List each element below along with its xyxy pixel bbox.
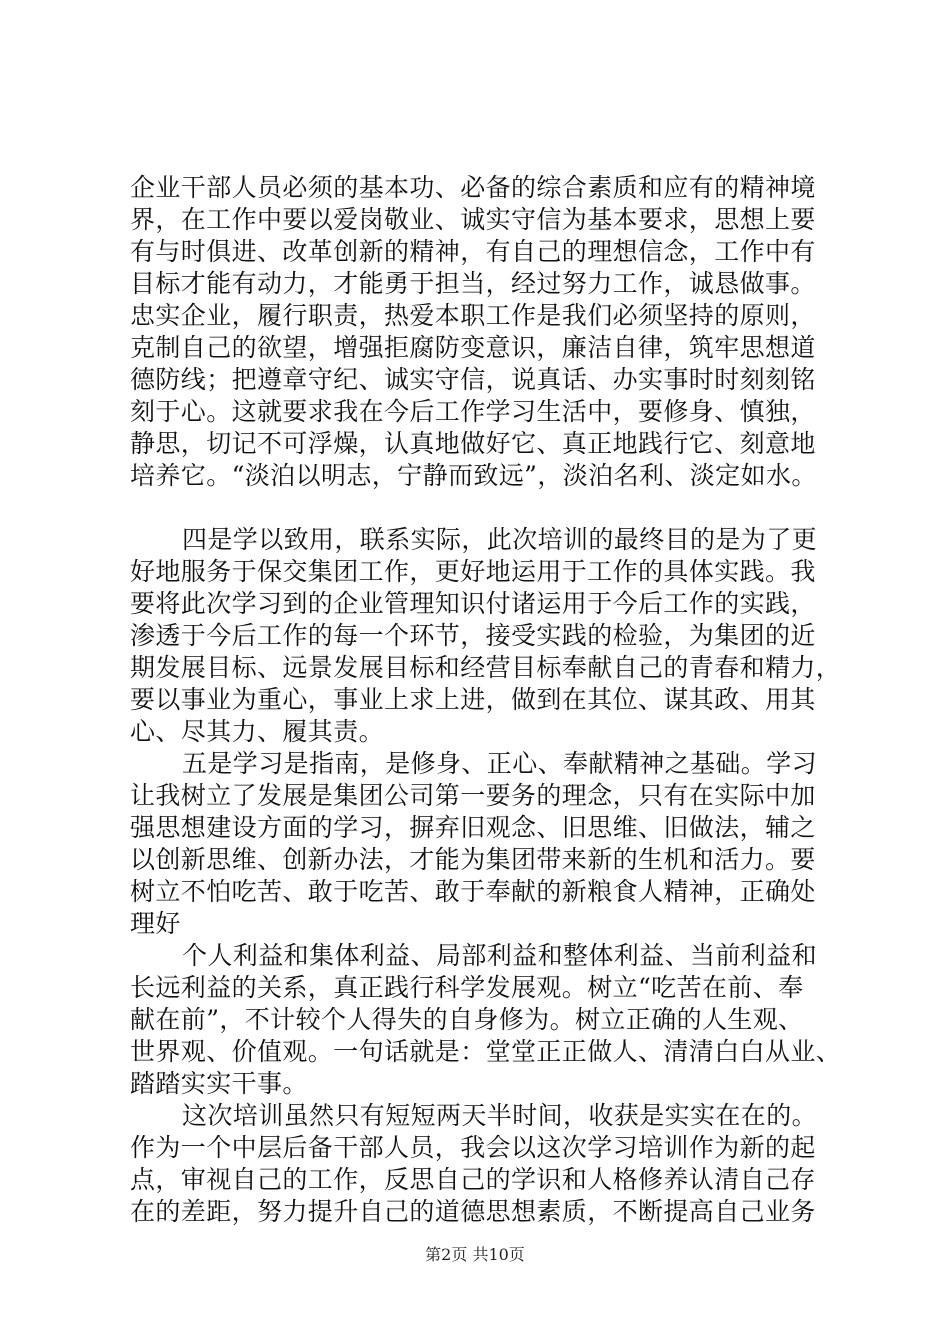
- paragraph-1: [130, 172, 848, 492]
- text-line: 理好: [130, 909, 181, 938]
- paragraph-4: [130, 940, 848, 1100]
- text-line: 界，在工作中要以爱岗敬业、诚实守信为基本要求，思想上要: [130, 205, 816, 234]
- text-line: 克制自己的欲望，增强拒腐防变意识，廉洁自律，筑牢思想道: [130, 333, 816, 362]
- text-line: 个人利益和集体利益、局部利益和整体利益、当前利益和: [182, 941, 818, 970]
- text-line: 在的差距，努力提升自己的道德思想素质，不断提高自己业务: [130, 1197, 816, 1226]
- text-line: 五是学习是指南，是修身、正心、奉献精神之基础。学习: [182, 749, 818, 778]
- paragraph-2: [130, 524, 848, 748]
- text-line: 德防线；把遵章守纪、诚实守信，说真话、办实事时时刻刻铭: [130, 365, 816, 394]
- text-line: 静思，切记不可浮燥，认真地做好它、真正地践行它、刻意地: [130, 429, 816, 458]
- text-line: 培养它。“淡泊以明志，宁静而致远”，淡泊名利、淡定如水。: [130, 461, 817, 490]
- text-line: 要将此次学习到的企业管理知识付诸运用于今后工作的实践，: [130, 589, 816, 618]
- text-line: 期发展目标、远景发展目标和经营目标奉献自己的青春和精力，: [130, 653, 842, 682]
- text-line: 目标才能有动力，才能勇于担当，经过努力工作，诚恳做事。: [130, 269, 816, 298]
- text-line: 心、尽其力、履其责。: [130, 717, 385, 746]
- document-body: [130, 172, 848, 1228]
- text-line: 长远利益的关系，真正践行科学发展观。树立“吃苦在前、奉: [130, 973, 804, 1002]
- text-line: 企业干部人员必须的基本功、必备的综合素质和应有的精神境: [130, 173, 816, 202]
- paragraph-spacer: [130, 492, 848, 524]
- page-number-footer: 第2页 共10页: [425, 1245, 525, 1264]
- paragraph-3: [130, 748, 848, 940]
- text-line: 四是学以致用，联系实际，此次培训的最终目的是为了更: [182, 525, 818, 554]
- text-line: 作为一个中层后备干部人员，我会以这次学习培训作为新的起: [130, 1133, 816, 1162]
- text-line: 刻于心。这就要求我在今后工作学习生活中，要修身、慎独，: [130, 397, 816, 426]
- text-line: 忠实企业，履行职责，热爱本职工作是我们必须坚持的原则，: [130, 301, 816, 330]
- text-line: 点，审视自己的工作，反思自己的学识和人格修养认清自己存: [130, 1165, 816, 1194]
- text-line: 世界观、价值观。一句话就是：堂堂正正做人、清清白白从业、: [130, 1037, 842, 1066]
- text-line: 好地服务于保交集团工作，更好地运用于工作的具体实践。我: [130, 557, 816, 586]
- paragraph-5: [130, 1100, 848, 1228]
- text-line: 要以事业为重心，事业上求上进，做到在其位、谋其政、用其: [130, 685, 816, 714]
- text-line: 献在前”，不计较个人得失的自身修为。树立正确的人生观、: [130, 1005, 804, 1034]
- text-line: 这次培训虽然只有短短两天半时间，收获是实实在在的。: [182, 1101, 818, 1130]
- text-line: 踏踏实实干事。: [130, 1069, 308, 1098]
- text-line: 强思想建设方面的学习，摒弃旧观念、旧思维、旧做法，辅之: [130, 813, 816, 842]
- text-line: 有与时俱进、改革创新的精神，有自己的理想信念，工作中有: [130, 237, 816, 266]
- text-line: 以创新思维、创新办法，才能为集团带来新的生机和活力。要: [130, 845, 816, 874]
- text-line: 让我树立了发展是集团公司第一要务的理念，只有在实际中加: [130, 781, 816, 810]
- text-line: 渗透于今后工作的每一个环节，接受实践的检验，为集团的近: [130, 621, 816, 650]
- text-line: 树立不怕吃苦、敢于吃苦、敢于奉献的新粮食人精神，正确处: [130, 877, 816, 906]
